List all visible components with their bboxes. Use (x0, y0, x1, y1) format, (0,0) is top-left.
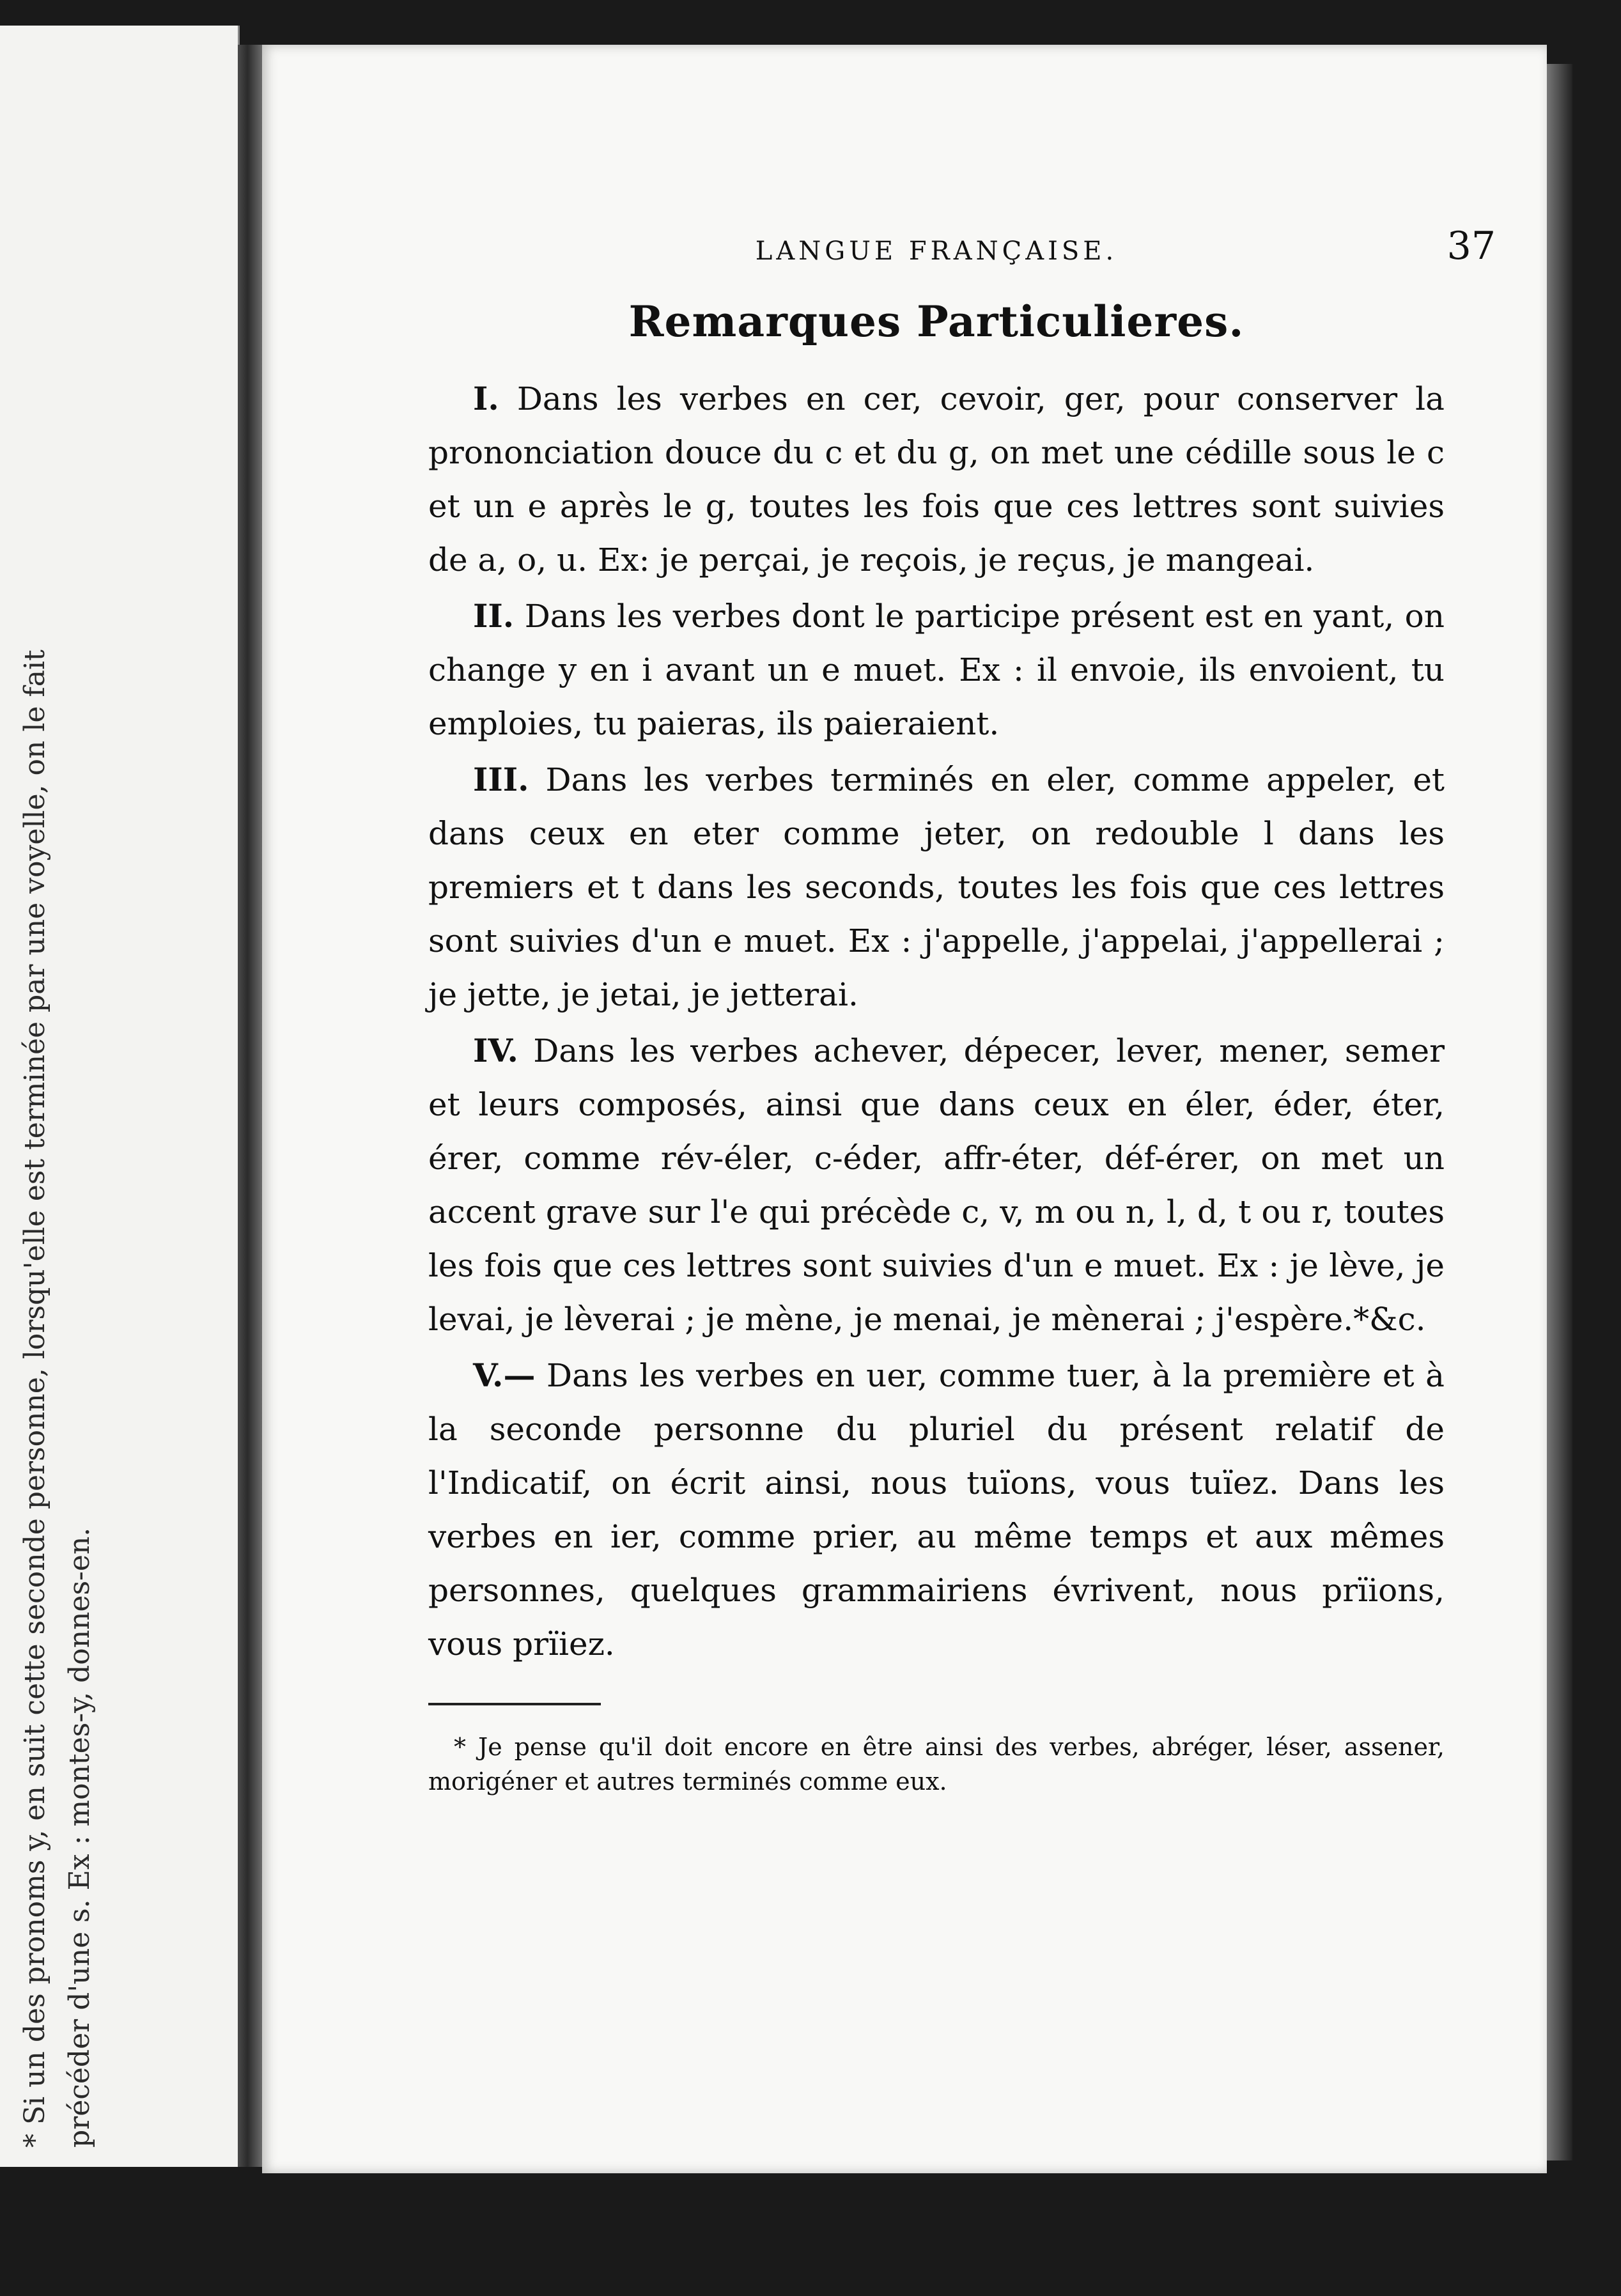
facing-page-left (0, 26, 240, 2167)
remark-number: I. (473, 380, 499, 417)
remark-number: V.— (473, 1356, 536, 1394)
remark-paragraph (428, 589, 1445, 750)
remark-paragraph (428, 753, 1445, 1021)
remark-number: II. (473, 597, 515, 635)
remark-text: Dans les verbes en uer, comme tuer, à la première et à la seconde personne du pluriel du présent relatif de l'Indicatif, on écrit ainsi, nous tuïons, vous tuïez. Dans les verbes en ier, comme prier, au même temps et aux mêmes personnes, quelques grammairiens évrivent, nous prïions, vous prïiez. (428, 1357, 1445, 1663)
remark-text: Dans les verbes en cer, cevoir, ger, pour conserver la prononciation douce du c et du g, on met une cédille sous le c et un e après le g, toutes les fois que ces lettres sont suivies de a, o, u. Ex: je perçai, je reçois, je reçus, je mangeai. (428, 380, 1445, 578)
running-head (428, 224, 1496, 288)
page-edge (1547, 64, 1572, 2160)
remark-text: Dans les verbes achever, dépecer, lever, mener, semer et leurs composés, ainsi que dans ceux en éler, éder, éter, érer, comme rév-éler, c-éder, affr-éter, déf-érer, on met un accent grave sur l'e qui précède c, v, m ou n, l, d, t ou r, toutes les fois que ces lettres sont suivies d'un e muet. Ex : je lève, je levai, je lèverai ; je mène, je menai, je mènerai ; j'espère.*&c. (428, 1032, 1445, 1338)
running-title: LANGUE FRANÇAISE. (755, 237, 1118, 266)
facing-page-line: * Si un des pronoms y, en suit cette seconde personne, lorsqu'elle est terminée par une voyelle, on le fait (19, 649, 51, 2148)
section-title: Remarques Particulieres. (628, 297, 1245, 346)
book-page (262, 45, 1547, 2173)
remark-number: III. (473, 761, 529, 798)
remark-paragraph (428, 1349, 1445, 1671)
remark-text: Dans les verbes dont le participe présent est en yant, on change y en i avant un e muet. Ex : il envoie, ils envoient, tu emploies, tu paieras, ils paieraient. (428, 598, 1445, 742)
remark-number: IV. (473, 1032, 518, 1069)
remark-text: Dans les verbes terminés en eler, comme appeler, et dans ceux en eter comme jeter, on redouble l dans les premiers et t dans les seconds, toutes les fois que ces lettres sont suivies d'un e muet. Ex : j'appelle, j'appelai, j'appellerai ; je jette, je jetai, je jetterai. (428, 761, 1445, 1013)
remark-paragraph (428, 1024, 1445, 1346)
book-spine (238, 45, 262, 2167)
footnote-rule (428, 1703, 601, 1705)
footnote: * Je pense qu'il doit encore en être ainsi des verbes, abréger, léser, assener, morigéner et autres terminés comme eux. (428, 1733, 1445, 1796)
page-content (428, 224, 1496, 1823)
remark-paragraph (428, 372, 1445, 587)
page-number: 37 (1446, 224, 1496, 268)
facing-page-footnote (13, 294, 224, 2148)
facing-page-line: précéder d'une s. Ex : montes-y, donnes-en. (63, 1527, 96, 2148)
